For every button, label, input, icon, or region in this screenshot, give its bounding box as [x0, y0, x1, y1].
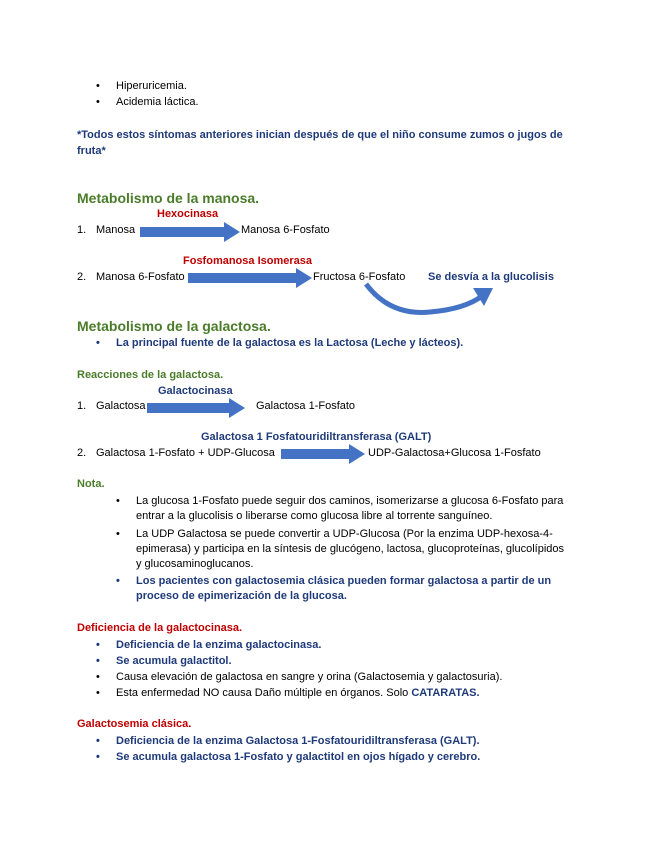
galactosa-left: Galactosa	[96, 400, 146, 412]
nota-item-2: • La UDP Galactosa se puede convertir a UDP-Glucosa (Por la enzima UDP-hexosa-4-epimerasa) y participa en la síntesis de glucógeno, lactosa, glucoproteínas, glucolípidos y glucosaminoglucanos.	[136, 527, 566, 572]
num-2: 2.	[77, 271, 87, 283]
manosa-left: Manosa	[96, 224, 136, 236]
deficiencia-item-2: • Se acumula galactitol.	[116, 655, 232, 667]
glucolisis-note: Se desvía a la glucolisis	[428, 271, 554, 283]
bullet-acidemia: • Acidemia láctica.	[116, 96, 199, 108]
heading-manosa: Metabolismo de la manosa.	[77, 190, 260, 206]
deficiencia-item-3: • Causa elevación de galactosa en sangre y orina (Galactosemia y galactosuria).	[116, 671, 502, 683]
arrow-icon	[147, 398, 245, 418]
manosa2-right: Fructosa 6-Fosfato	[313, 271, 406, 283]
arrow-icon	[140, 222, 240, 242]
enzyme-galactocinasa: Galactocinasa	[158, 385, 233, 397]
arrow-icon	[281, 444, 365, 464]
fruit-note: *Todos estos síntomas anteriores inician después de que el niño consume zumos o jugos de fruta*	[77, 129, 563, 157]
nota-item-3: • Los pacientes con galactosemia clásica pueden formar galactosa a partir de un proceso de epimerización de la glucosa.	[136, 574, 566, 604]
enzyme-hexocinasa: Hexocinasa	[157, 208, 219, 220]
nota-item-1: • La glucosa 1-Fosfato puede seguir dos caminos, isomerizarse a glucosa 6-Fosfato para entrar a la glucolisis o liberarse como glucosa libre al torrente sanguíneo.	[136, 494, 566, 524]
num-1: 1.	[77, 400, 87, 412]
galactosa2-left: Galactosa 1-Fosfato + UDP-Glucosa	[96, 447, 275, 459]
curved-arrow-icon	[360, 282, 500, 318]
num-2: 2.	[77, 447, 87, 459]
arrow-icon	[188, 268, 312, 288]
heading-reacciones: Reacciones de la galactosa.	[77, 369, 224, 381]
enzyme-galt: Galactosa 1 Fosfatouridiltransferasa (GALT)	[201, 431, 432, 443]
cataratas-text: CATARATAS.	[411, 687, 480, 699]
num-1: 1.	[77, 224, 87, 236]
galactosa2-right: UDP-Galactosa+Glucosa 1-Fosfato	[368, 447, 541, 459]
bullet-hiperuricemia: • Hiperuricemia.	[116, 80, 187, 92]
galactosa-right: Galactosa 1-Fosfato	[256, 400, 356, 412]
deficiencia-item-4: • Esta enfermedad NO causa Daño múltiple en órganos. Solo CATARATAS.	[116, 687, 480, 699]
heading-nota: Nota.	[77, 478, 105, 490]
bullet-lactosa: • La principal fuente de la galactosa es la Lactosa (Leche y lácteos).	[116, 337, 463, 349]
galactosemia-item-1: • Deficiencia de la enzima Galactosa 1-Fosfatouridiltransferasa (GALT).	[116, 735, 480, 747]
heading-galactosa: Metabolismo de la galactosa.	[77, 318, 271, 334]
manosa-right: Manosa 6-Fosfato	[241, 224, 330, 236]
heading-galactosemia: Galactosemia clásica.	[77, 718, 192, 730]
deficiencia-item-1: • Deficiencia de la enzima galactocinasa.	[116, 639, 321, 651]
galactosemia-item-2: • Se acumula galactosa 1-Fosfato y galactitol en ojos hígado y cerebro.	[116, 751, 480, 763]
heading-deficiencia: Deficiencia de la galactocinasa.	[77, 622, 243, 634]
manosa2-left: Manosa 6-Fosfato	[96, 271, 185, 283]
enzyme-fosfomanosa: Fosfomanosa Isomerasa	[183, 255, 312, 267]
